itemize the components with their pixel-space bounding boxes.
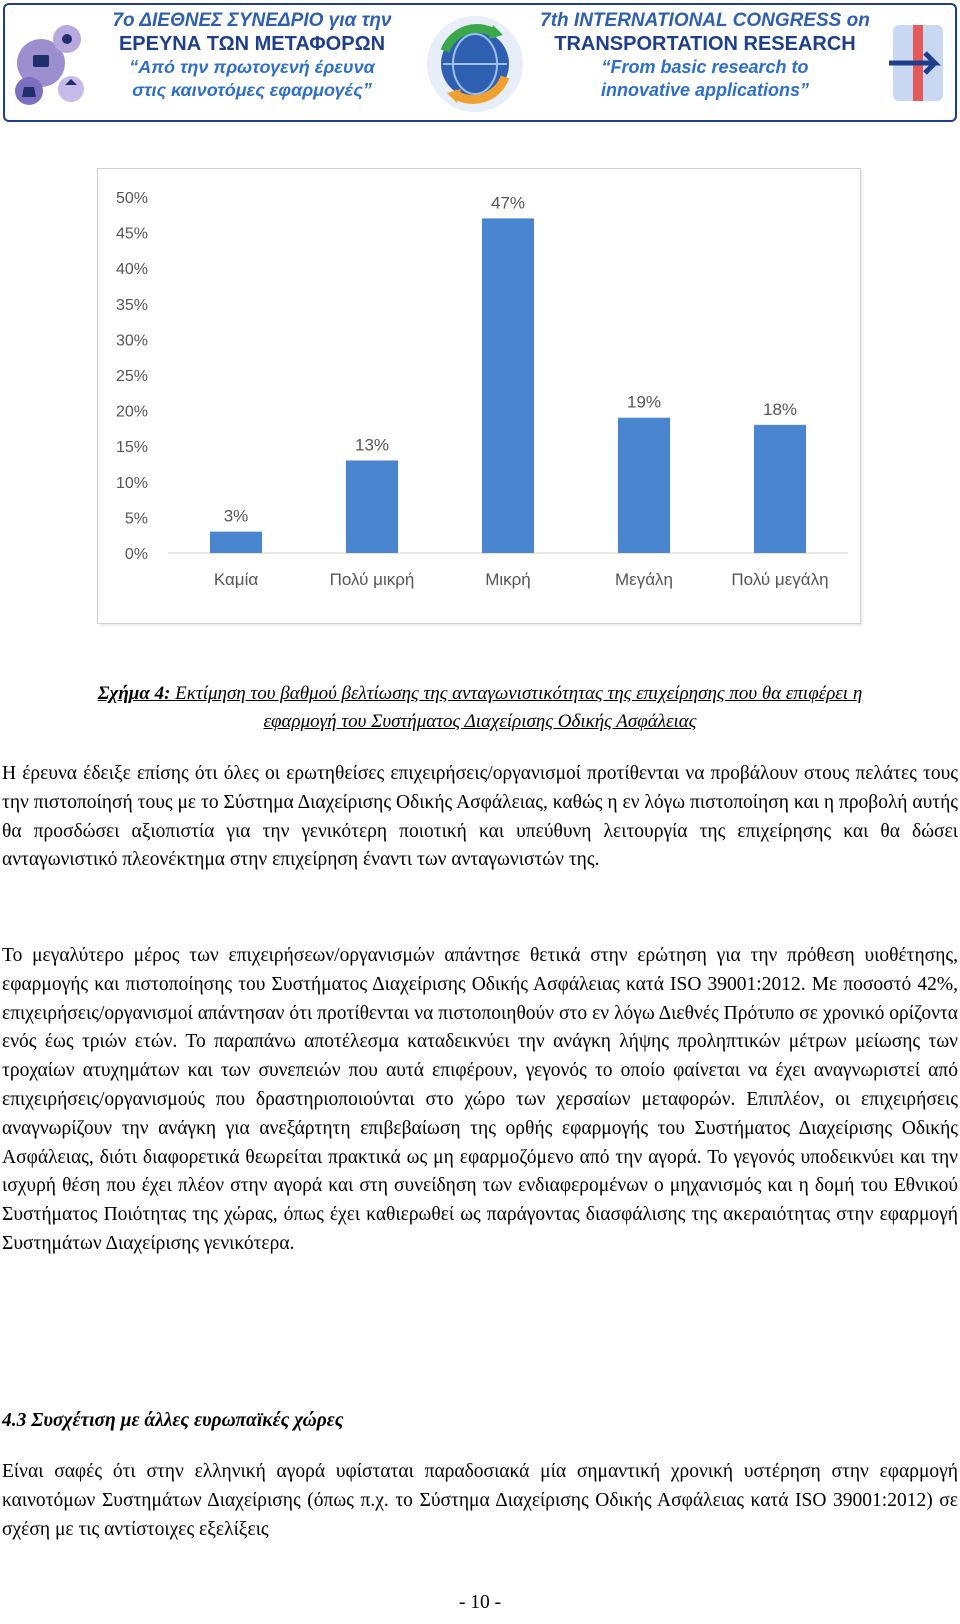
page-number: - 10 - — [458, 1592, 502, 1613]
globe-cycle-logo — [423, 11, 527, 117]
x-category-label: Πολύ μεγάλη — [731, 570, 829, 589]
y-tick-label: 10% — [115, 474, 148, 492]
bar-data-label: 19% — [626, 392, 662, 412]
y-tick-label: 5% — [124, 510, 148, 528]
section-paragraph: Είναι σαφές ότι στην ελληνική αγορά υφίσταται παραδοσιακά μία σημαντική χρονική υστέρηση στην εφαρμογή καινοτόμων Συστημάτων Διαχείρισης (όπως π.χ. το Σύστημα Διαχείρισης Οδικής Ασφάλειας κατά ISO 39001:2012) σε σχέση με τις αντίστοιχες εξελίξεις — [2, 1461, 958, 1540]
bar-5 — [754, 425, 806, 553]
greek-subtitle-line-2: στις καινοτόμες εφαρμογές” — [132, 80, 372, 100]
english-subtitle-line-1: “From basic research to — [601, 57, 809, 77]
x-category-label: Μικρή — [485, 570, 531, 589]
bar-chart — [97, 168, 861, 624]
caption-text-line-1: Εκτίμηση του βαθμού βελτίωσης της ανταγωνιστικότητας της επιχείρησης που θα επιφέρει η — [175, 683, 863, 704]
bar-data-label: 13% — [354, 435, 390, 455]
y-tick-label: 0% — [124, 546, 148, 563]
y-tick-label: 25% — [115, 368, 148, 385]
figure-label: Σχήμα 4: — [97, 683, 171, 704]
paragraph-1: Η έρευνα έδειξε επίσης ότι όλες οι ερωτηθείσες επιχειρήσεις/οργανισμοί προτίθενται να προβάλουν στους πελάτες τους την πιστοποίησή τους με το Σύστημα Διαχείρισης Οδικής Ασφάλειας, καθώς η εν λόγω πιστοποίηση και η προβολή αυτής θα προσδώσει αξιοπιστία για την γενικότερη ποιοτική και υπεύθυνη λειτουργία της επιχείρησης και θα δώσει ανταγωνιστικό πλεονέκτημα στην επιχείρηση έναντι των ανταγωνιστών της. — [2, 763, 958, 871]
x-category-label: Μεγάλη — [614, 570, 674, 589]
y-tick-label: 15% — [115, 439, 148, 457]
bar-data-label: 18% — [762, 399, 798, 419]
english-title-block — [525, 9, 885, 102]
caption-text-line-2: εφαρμογή του Συστήματος Διαχείρισης Οδικής Ασφάλειας — [263, 711, 697, 732]
x-category-label: Καμία — [213, 570, 259, 589]
bar-4 — [618, 418, 670, 553]
bar-data-label: 47% — [490, 193, 526, 213]
english-title-line-1: 7th INTERNATIONAL CONGRESS on — [540, 10, 870, 31]
road-arrows-logo — [883, 17, 951, 109]
y-tick-label: 30% — [115, 332, 148, 350]
paragraph-2: Το μεγαλύτερο μέρος των επιχειρήσεων/οργανισμών απάντησε θετικά στην ερώτηση για την πρόθεση υιοθέτησης, εφαρμογής και πιστοποίησης του Συστήματος Διαχείρισης Οδικής Ασφάλειας κατά ISO 39001:2012. Με ποσοστό 42%, επιχειρήσεις/οργανισμοί απάντησαν ότι προτίθενται να πιστοποιηθούν στο εν λόγω Διεθνές Πρότυπο σε χρονικό ορίζοντα ενός έως τριών ετών. Το παραπάνω αποτέλεσμα καταδεικνύει την ανάγκη λήψης προληπτικών μέτρων μείωσης των τροχαίων ατυχημάτων και των συνεπειών που αυτά επιφέρουν, γεγονός το οποίο φαίνεται να έχει αναγνωριστεί από επιχειρήσεις/οργανισμούς που δραστηριοποιούνται στο χώρο των χερσαίων μεταφορών. Επιπλέον, οι επιχειρήσεις αναγνωρίζουν την ανάγκη για ανεξάρτητη επιβεβαίωση της ορθής εφαρμογής του Συστήματος Διαχείρισης Οδικής Ασφάλειας, διότι διαφορετικά θεωρείται πρακτικά ως μη εφαρμοζόμενο από την αγορά. Το γεγονός υποδεικνύει και την ισχυρή θέση που έχει πλέον στην αγορά και στη συνείδηση των ενδιαφερομένων ο μηχανισμός και η δομή του Εθνικού Συστήματος Ποιότητας της χώρας, όπως έχει καθιερωθεί ως παράγοντας διασφάλισης της ακεραιότητας στην εφαρμογή Συστημάτων Διαχείρισης γενικότερα. — [2, 945, 958, 1254]
y-tick-label: 45% — [115, 225, 148, 243]
bar-chart-svg — [98, 169, 860, 623]
english-subtitle-line-2: innovative applications” — [600, 80, 810, 100]
y-tick-label: 50% — [115, 190, 148, 207]
bar-2 — [346, 460, 398, 553]
bar-3 — [482, 218, 534, 553]
conference-banner — [3, 3, 957, 122]
transport-icons-logo — [11, 17, 89, 109]
greek-title-block — [97, 9, 407, 102]
y-tick-label: 40% — [115, 261, 148, 279]
y-tick-label: 20% — [115, 403, 148, 421]
x-category-label: Πολύ μικρή — [329, 570, 415, 589]
y-tick-label: 35% — [115, 296, 148, 314]
bar-1 — [210, 532, 262, 553]
greek-title-line-2: ΕΡΕΥΝΑ ΤΩΝ ΜΕΤΑΦΟΡΩΝ — [118, 33, 386, 55]
figure-caption — [10, 680, 950, 736]
section-heading: 4.3 Συσχέτιση με άλλες ευρωπαϊκές χώρες — [2, 1410, 344, 1431]
greek-title-line-1: 7ο ΔΙΕΘΝΕΣ ΣΥΝΕΔΡΙΟ για την — [112, 10, 392, 31]
english-title-line-2: TRANSPORTATION RESEARCH — [554, 33, 856, 55]
bar-data-label: 3% — [223, 506, 249, 526]
greek-subtitle-line-1: “Από την πρωτογενή έρευνα — [129, 57, 375, 77]
